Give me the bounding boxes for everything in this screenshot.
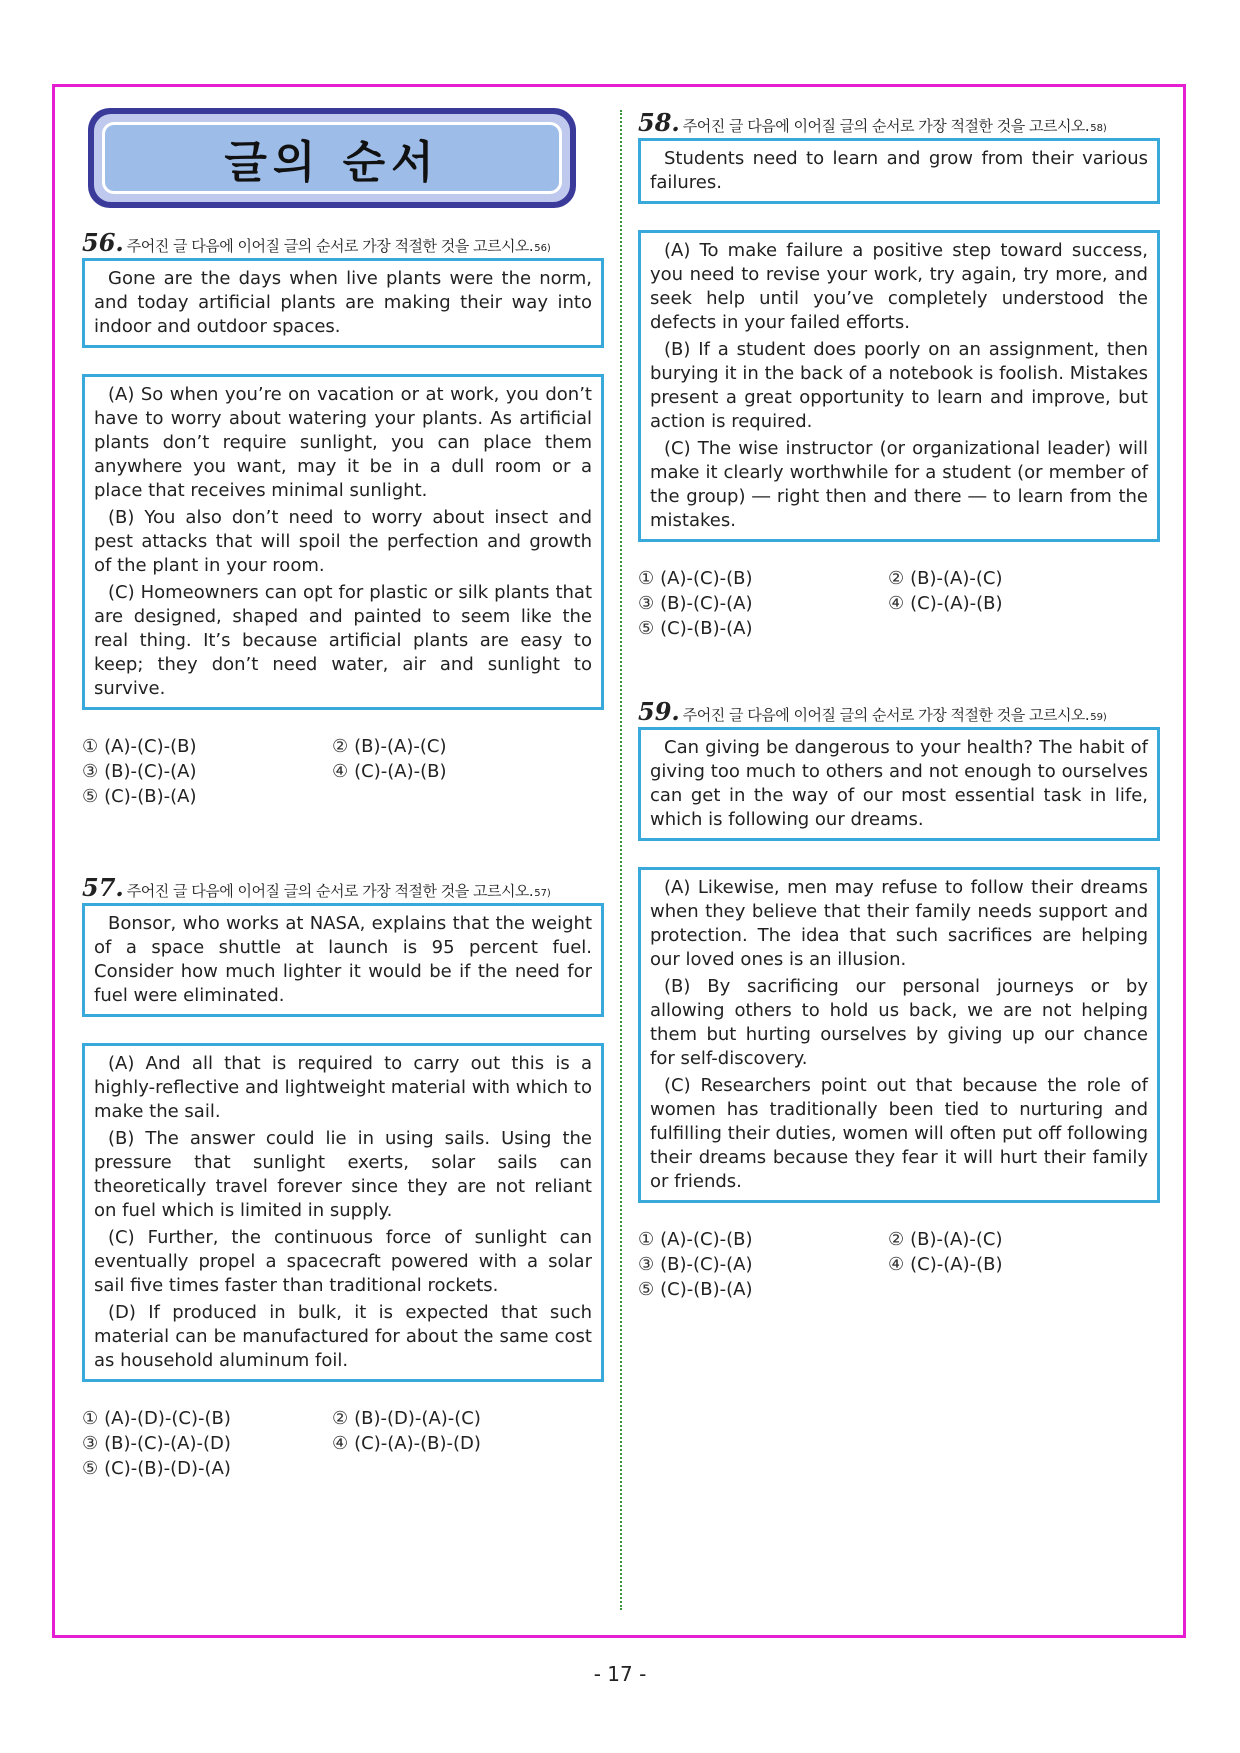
- question-number: 59.: [638, 697, 680, 726]
- paragraph-b: (B) You also don’t need to worry about insect and pest attacks that will spoil the perfection and growth of the plant in your room.: [94, 507, 592, 576]
- answer-choices: [638, 566, 1160, 641]
- answer-choices: [638, 1227, 1160, 1302]
- question-prompt: 주어진 글 다음에 이어질 글의 순서로 가장 적절한 것을 고르시오.: [682, 117, 1090, 135]
- question-header: [638, 697, 1160, 725]
- choice-4[interactable]: ④ (C)-(A)-(B): [888, 593, 1003, 614]
- question-number: 56.: [82, 228, 124, 257]
- choice-5[interactable]: ⑤ (C)-(B)-(A): [638, 1279, 753, 1300]
- question-prompt: 주어진 글 다음에 이어질 글의 순서로 가장 적절한 것을 고르시오.: [126, 237, 534, 255]
- choice-5[interactable]: ⑤ (C)-(B)-(A): [638, 618, 753, 639]
- paragraph-a: (A) To make failure a positive step toward success, you need to revise your work, try again, try more, and seek help until you’ve completely understood the defects in your failed efforts.: [650, 240, 1148, 333]
- choice-3[interactable]: ③ (B)-(C)-(A): [82, 761, 197, 782]
- paragraph-c: (C) Researchers point out that because the role of women has traditionally been tied to nurturing and fulfilling their duties, women will often put off following their dreams because they fear it will hurt their family or friends.: [650, 1075, 1148, 1192]
- title-banner: [88, 108, 576, 208]
- paragraph-c: (C) Further, the continuous force of sunlight can eventually propel a spacecraft powered with a solar sail five times faster than traditional rockets.: [94, 1227, 592, 1296]
- footnote-ref: 58): [1090, 123, 1107, 134]
- paragraph-d: (D) If produced in bulk, it is expected that such material can be manufactured for about the same cost as household aluminum foil.: [94, 1302, 592, 1371]
- choice-3[interactable]: ③ (B)-(C)-(A): [638, 593, 753, 614]
- choice-3[interactable]: ③ (B)-(C)-(A): [638, 1254, 753, 1275]
- right-column: [638, 108, 1160, 1302]
- page-title: 글의 순서: [224, 137, 440, 188]
- question-number: 57.: [82, 873, 124, 902]
- question-57: [82, 873, 604, 1481]
- choice-4[interactable]: ④ (C)-(A)-(B): [332, 761, 447, 782]
- choice-2[interactable]: ② (B)-(A)-(C): [888, 1229, 1003, 1250]
- page-number: - 17 -: [593, 1662, 647, 1686]
- intro-text: Students need to learn and grow from their various failures.: [650, 148, 1148, 193]
- left-column: [82, 108, 604, 1481]
- choice-2[interactable]: ② (B)-(A)-(C): [332, 736, 447, 757]
- question-56: [82, 228, 604, 809]
- question-prompt: 주어진 글 다음에 이어질 글의 순서로 가장 적절한 것을 고르시오.: [126, 882, 534, 900]
- question-59: [638, 697, 1160, 1302]
- intro-box: [638, 138, 1160, 204]
- question-header: [638, 108, 1160, 136]
- paragraph-b: (B) The answer could lie in using sails. Using the pressure that sunlight exerts, solar sails can theoretically travel forever since they are not reliant on fuel which is limited in supply.: [94, 1128, 592, 1221]
- choice-3[interactable]: ③ (B)-(C)-(A)-(D): [82, 1433, 231, 1454]
- paragraph-c: (C) The wise instructor (or organizational leader) will make it clearly worthwhile for a student (or member of the group) ― right then and there ― to learn from the mistakes.: [650, 438, 1148, 531]
- paragraphs-box: [82, 374, 604, 710]
- paragraph-c: (C) Homeowners can opt for plastic or silk plants that are designed, shaped and painted to seem like the real thing. It’s because artificial plants are easy to keep; they don’t need water, air and sunlight to survive.: [94, 582, 592, 699]
- intro-box: [82, 258, 604, 348]
- choice-4[interactable]: ④ (C)-(A)-(B): [888, 1254, 1003, 1275]
- choice-5[interactable]: ⑤ (C)-(B)-(D)-(A): [82, 1458, 231, 1479]
- answer-choices: [82, 734, 604, 809]
- choice-4[interactable]: ④ (C)-(A)-(B)-(D): [332, 1433, 481, 1454]
- footnote-ref: 59): [1090, 712, 1107, 723]
- footnote-ref: 57): [534, 888, 551, 899]
- choice-1[interactable]: ① (A)-(C)-(B): [638, 568, 753, 589]
- column-divider: [620, 110, 622, 1610]
- footnote-ref: 56): [534, 243, 551, 254]
- paragraph-a: (A) And all that is required to carry out this is a highly-reflective and lightweight material with which to make the sail.: [94, 1053, 592, 1122]
- choice-2[interactable]: ② (B)-(D)-(A)-(C): [332, 1408, 481, 1429]
- paragraph-a: (A) Likewise, men may refuse to follow their dreams when they believe that their family needs support and protection. The idea that such sacrifices are helping our loved ones is an illusion.: [650, 877, 1148, 970]
- choice-5[interactable]: ⑤ (C)-(B)-(A): [82, 786, 197, 807]
- question-number: 58.: [638, 108, 680, 137]
- intro-text: Can giving be dangerous to your health? The habit of giving too much to others and not enough to ourselves can get in the way of our most essential task in life, which is following our dreams.: [650, 737, 1148, 830]
- intro-text: Gone are the days when live plants were the norm, and today artificial plants are making their way into indoor and outdoor spaces.: [94, 268, 592, 337]
- paragraph-b: (B) If a student does poorly on an assignment, then burying it in the back of a notebook is foolish. Mistakes present a great opportunity to learn and improve, but action is required.: [650, 339, 1148, 432]
- question-prompt: 주어진 글 다음에 이어질 글의 순서로 가장 적절한 것을 고르시오.: [682, 706, 1090, 724]
- choice-1[interactable]: ① (A)-(C)-(B): [82, 736, 197, 757]
- question-header: [82, 228, 604, 256]
- choice-1[interactable]: ① (A)-(D)-(C)-(B): [82, 1408, 231, 1429]
- paragraphs-box: [638, 230, 1160, 542]
- intro-box: [638, 727, 1160, 841]
- answer-choices: [82, 1406, 604, 1481]
- question-58: [638, 108, 1160, 641]
- paragraph-a: (A) So when you’re on vacation or at work, you don’t have to worry about watering your plants. As artificial plants don’t require sunlight, you can place them anywhere you want, may it be in a dull room or a place that receives minimal sunlight.: [94, 384, 592, 501]
- intro-box: [82, 903, 604, 1017]
- choice-1[interactable]: ① (A)-(C)-(B): [638, 1229, 753, 1250]
- paragraphs-box: [82, 1043, 604, 1382]
- intro-text: Bonsor, who works at NASA, explains that the weight of a space shuttle at launch is 95 percent fuel. Consider how much lighter it would be if the need for fuel were eliminated.: [94, 913, 592, 1006]
- choice-2[interactable]: ② (B)-(A)-(C): [888, 568, 1003, 589]
- paragraphs-box: [638, 867, 1160, 1203]
- question-header: [82, 873, 604, 901]
- paragraph-b: (B) By sacrificing our personal journeys or by allowing others to hold us back, we are not helping them but hurting ourselves by giving up our chance for self-discovery.: [650, 976, 1148, 1069]
